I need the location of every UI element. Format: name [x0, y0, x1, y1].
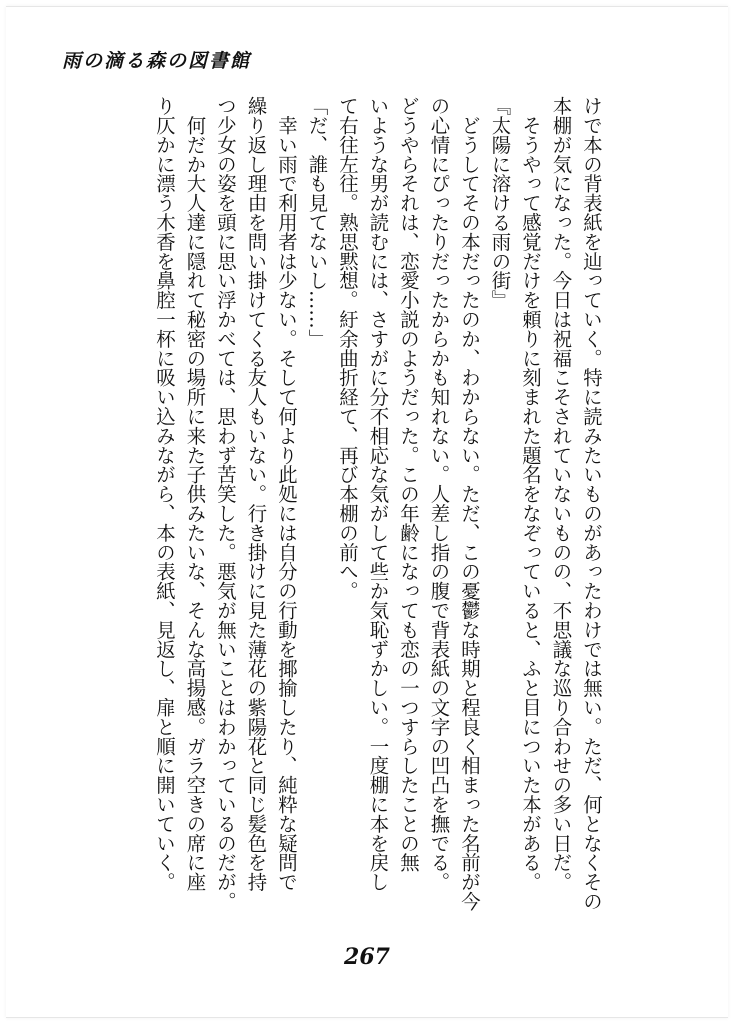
text-line: つ少女の姿を頭に思い浮かべては、思わず苦笑した。悪気が無いことはわかっているのだが。 — [214, 96, 237, 911]
text-line: どうやらそれは、恋愛小説のようだった。この年齢になっても恋の一つすらしたことの無 — [397, 96, 420, 872]
text-line: どうしてその本だったのか、わからない。ただ、この憂鬱な時期と程良く相まった名前が今 — [458, 96, 481, 911]
body-text — [96, 96, 606, 911]
text-line: 幸い雨で利用者は少ない。そして何より此処には自分の行動を揶揄したり、純粋な疑問で — [275, 96, 298, 892]
text-line: けで本の背表紙を辿っていく。特に読みたいものがあったわけでは無い。ただ、何となくその — [580, 96, 603, 911]
text-line: 本棚が気になった。今日は祝福こそされていないものの、不思議な巡り合わせの多い日だ。 — [549, 96, 573, 892]
text-line: の心情にぴったりだったからかも知れない。人差し指の腹で背表紙の文字の凹凸を撫でる。 — [427, 96, 451, 892]
text-line: て右往左往。熟思黙想。紆余曲折経て、再び本棚の前へ。 — [336, 96, 359, 601]
page-number: 267 — [344, 944, 390, 970]
text-line: 何だか大人達に隠れて秘密の場所に来た子供みたいな、そんな高揚感。ガラ空きの席に座 — [183, 96, 207, 892]
text-line: いような男が読むには、さすがに分不相応な気がして些か気恥ずかしい。一度棚に本を戻し — [366, 96, 390, 892]
text-line: 『太陽に溶ける雨の街』 — [488, 96, 512, 310]
text-line: 繰り返し理由を問い掛けてくる友人もいない。行き掛けに見た薄花の紫陽花と同じ髪色を持 — [244, 96, 268, 892]
text-line: 「だ、誰も見てないし……」 — [305, 96, 329, 349]
running-head-title: 雨の滴る森の図書館 — [62, 50, 252, 72]
text-line: り仄かに漂う木香を鼻腔一杯に吸い込みながら、本の表紙、見返し、扉と順に開いていく。 — [153, 96, 176, 892]
text-line: そうやって感覚だけを頼りに刻まれた題名をなぞっていると、ふと目についた本がある。 — [519, 96, 542, 892]
